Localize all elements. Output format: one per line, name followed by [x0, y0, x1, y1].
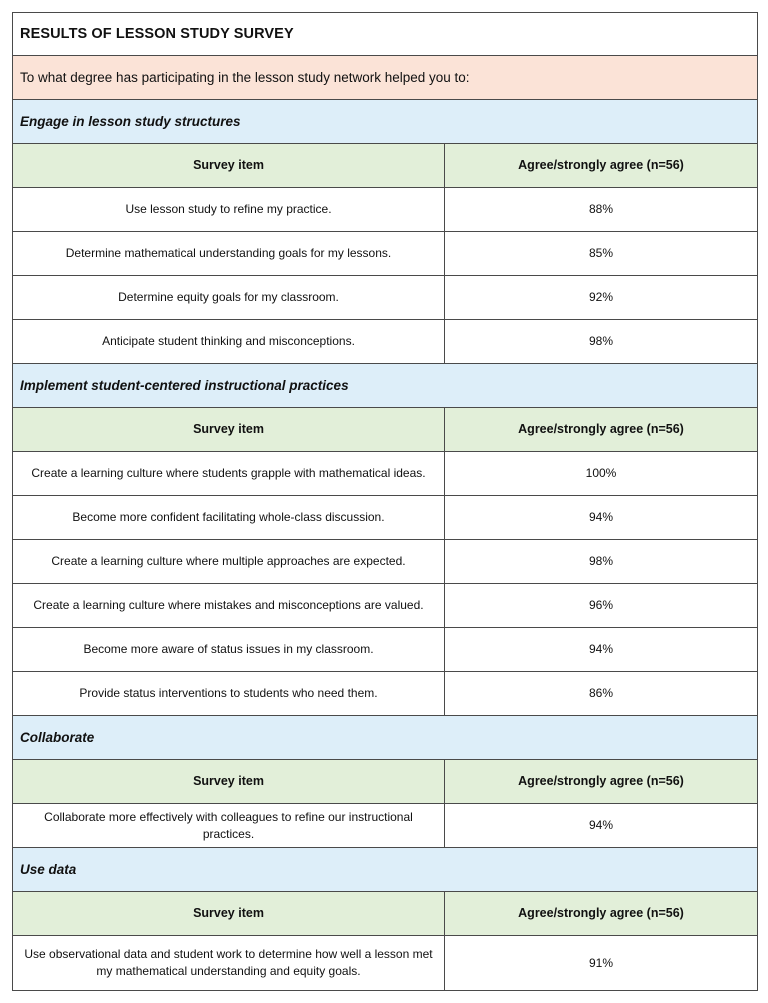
table-row [12, 276, 758, 320]
section-heading: Engage in lesson study structures [12, 100, 758, 144]
survey-item: Anticipate student thinking and misconceptions. [13, 320, 445, 363]
agree-percent: 88% [588, 202, 614, 216]
survey-item: Provide status interventions to students who need them. [13, 672, 445, 715]
column-header-survey-item: Survey item [13, 408, 445, 451]
survey-item: Become more aware of status issues in my classroom. [13, 628, 445, 671]
table-title: RESULTS OF LESSON STUDY SURVEY [12, 12, 758, 56]
column-header-row [12, 892, 758, 936]
agree-percent: 96% [588, 598, 614, 612]
agree-percent: 92% [588, 290, 614, 304]
survey-item: Create a learning culture where multiple approaches are expected. [13, 540, 445, 583]
column-header-survey-item: Survey item [13, 144, 445, 187]
column-header-row [12, 408, 758, 452]
column-header-agree: Agree/strongly agree (n=56) [518, 422, 684, 436]
agree-percent: 94% [588, 510, 614, 524]
agree-percent: 98% [588, 554, 614, 568]
survey-item: Determine mathematical understanding goals for my lessons. [13, 232, 445, 275]
column-header-row [12, 144, 758, 188]
column-header-row [12, 760, 758, 804]
column-header-agree: Agree/strongly agree (n=56) [518, 906, 684, 920]
table-row [12, 320, 758, 364]
agree-percent: 85% [588, 246, 614, 260]
agree-percent: 100% [585, 466, 617, 480]
column-header-survey-item: Survey item [13, 760, 445, 803]
column-header-survey-item: Survey item [13, 892, 445, 935]
column-header-agree: Agree/strongly agree (n=56) [518, 774, 684, 788]
section-heading: Use data [12, 848, 758, 892]
table-row [12, 672, 758, 716]
survey-item: Determine equity goals for my classroom. [13, 276, 445, 319]
table-row [12, 188, 758, 232]
survey-item: Use observational data and student work to determine how well a lesson met my mathematical understanding and equity goals. [13, 936, 445, 990]
survey-item: Use lesson study to refine my practice. [13, 188, 445, 231]
table-row [12, 232, 758, 276]
table-row [12, 452, 758, 496]
agree-percent: 86% [588, 686, 614, 700]
table-row [12, 540, 758, 584]
survey-question: To what degree has participating in the lesson study network helped you to: [12, 56, 758, 100]
section-heading: Collaborate [12, 716, 758, 760]
table-row [12, 584, 758, 628]
table-row [12, 936, 758, 991]
agree-percent: 94% [588, 818, 614, 832]
section-heading: Implement student-centered instructional practices [12, 364, 758, 408]
table-row [12, 496, 758, 540]
survey-item: Become more confident facilitating whole-class discussion. [13, 496, 445, 539]
agree-percent: 98% [588, 334, 614, 348]
agree-percent: 94% [588, 642, 614, 656]
survey-item: Collaborate more effectively with colleagues to refine our instructional practices. [13, 804, 445, 847]
table-row [12, 804, 758, 848]
survey-table [12, 12, 758, 991]
survey-item: Create a learning culture where students grapple with mathematical ideas. [13, 452, 445, 495]
agree-percent: 91% [588, 955, 614, 970]
column-header-agree: Agree/strongly agree (n=56) [518, 158, 684, 172]
survey-item: Create a learning culture where mistakes and misconceptions are valued. [13, 584, 445, 627]
table-row [12, 628, 758, 672]
